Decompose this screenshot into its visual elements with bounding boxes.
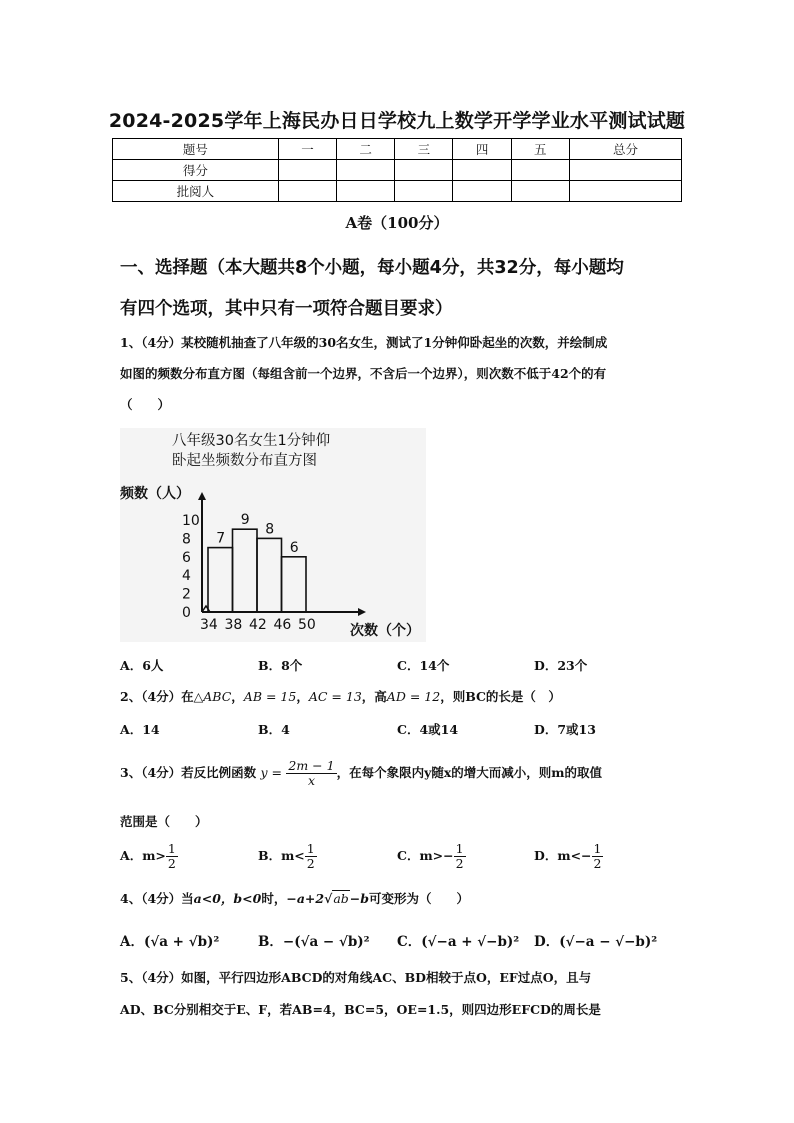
reviewer-row-label: 批阅人 [113, 181, 279, 202]
reviewer-cell [569, 181, 681, 202]
y-tick-label: 2 [182, 586, 191, 603]
q2-option-d[interactable]: D．7或13 [534, 722, 596, 737]
score-cell [453, 160, 511, 181]
score-header-cell: 题号 [113, 139, 279, 160]
q2-option-a[interactable]: A．14 [120, 722, 160, 737]
q2-suffix: ，则BC的长是（ ） [440, 689, 561, 704]
y-axis-arrow [198, 492, 206, 500]
q2-ac: AC = 13 [308, 689, 362, 704]
reviewer-cell [511, 181, 569, 202]
q4-option-b[interactable]: B．−(√a − √b)² [258, 934, 370, 950]
histogram-chart [120, 428, 426, 642]
q1-option-d[interactable]: D．23个 [534, 658, 588, 673]
bar-value-label: 8 [265, 521, 275, 538]
part1-heading-line2: 有四个选项，其中只有一项符合题目要求） [120, 299, 453, 319]
score-cell [511, 160, 569, 181]
histogram-bar [233, 529, 258, 612]
x-tick-label: 42 [249, 617, 267, 633]
q1-option-b[interactable]: B．8个 [258, 658, 303, 673]
q2-height-label: ，高 [361, 689, 387, 704]
score-header-cell: 五 [511, 139, 569, 160]
q4-expr-a: −a+2 [286, 891, 325, 906]
q4-option-a[interactable]: A．(√a + √b)² [120, 934, 220, 950]
q3-option-a[interactable]: A．m> $\frac{1}{2}$ [120, 841, 176, 871]
q3-line2: 范围是（ ） [120, 814, 208, 829]
q2-option-b[interactable]: B．4 [258, 722, 290, 737]
y-tick-label: 6 [182, 549, 191, 566]
q2-triangle: △ABC [193, 689, 232, 704]
y-tick-label: 4 [182, 568, 191, 585]
q2-prefix: 2、（4分）在 [120, 689, 194, 704]
q3-stem [120, 758, 685, 788]
q4-mid: 时， [261, 891, 287, 906]
q1-line2: 如图的频数分布直方图（每组含前一个边界，不含后一个边界），则次数不低于42个的有 [120, 366, 607, 381]
q1-line1: 1、（4分）某校随机抽查了八年级的30名女生，测试了1分钟仰卧起坐的次数，并绘制成 [120, 335, 608, 350]
part1-heading-line1: 一、选择题（本大题共8个小题，每小题4分，共32分，每小题均 [120, 258, 624, 278]
histogram-bar [282, 557, 307, 612]
chart-title-line2: 卧起坐频数分布直方图 [172, 453, 317, 469]
q3-function-y: y = [260, 765, 283, 780]
y-tick-label: 0 [182, 605, 191, 621]
histogram-bar [208, 548, 233, 612]
bar-value-label: 7 [216, 530, 226, 547]
score-cell [569, 160, 681, 181]
q2-ad: AD = 12 [386, 689, 441, 704]
q4-option-c[interactable]: C．(√−a + √−b)² [397, 934, 520, 950]
x-tick-label: 34 [200, 617, 218, 633]
q3-suffix: ，在每个象限内y随x的增大而减小，则m的取值 [336, 765, 603, 780]
score-header-cell: 四 [453, 139, 511, 160]
q2-ab: AB = 15 [243, 689, 297, 704]
q3-prefix: 3、（4分）若反比例函数 [120, 765, 257, 780]
q4-suffix: 可变形为（ ） [369, 891, 470, 906]
y-tick-label: 8 [182, 531, 191, 548]
q4-prefix: 4、（4分）当 [120, 891, 194, 906]
section-a-heading: A卷（100分） [345, 214, 449, 232]
reviewer-cell [337, 181, 395, 202]
q4-sqrt-ab: ab [333, 891, 349, 906]
bar-value-label: 6 [289, 539, 299, 556]
score-table [112, 138, 682, 202]
q3-option-b[interactable]: B．m< $\frac{1}{2}$ [258, 841, 315, 871]
score-header-cell: 三 [395, 139, 453, 160]
score-table-header-row [113, 139, 682, 160]
q3-option-c[interactable]: C．m>− $\frac{1}{2}$ [397, 841, 464, 871]
q4-condition: a<0，b<0 [193, 891, 262, 906]
q1-line3: （ ） [120, 397, 171, 412]
score-header-cell: 二 [337, 139, 395, 160]
q3-fraction [286, 759, 336, 788]
q4-option-d[interactable]: D．(√−a − √−b)² [534, 934, 658, 950]
q2-option-c[interactable]: C．4或14 [397, 722, 459, 737]
q5-line1: 5、（4分）如图，平行四边形ABCD的对角线AC、BD相较于点O，EF过点O，且与 [120, 970, 592, 985]
reviewer-row [113, 181, 682, 202]
q3-fraction-denominator: x [307, 773, 316, 788]
score-cell [395, 160, 453, 181]
score-cell [337, 160, 395, 181]
q4-stem: 4、（4分）当a<0，b<0时，−a+2√ab−b可变形为（ ） [120, 891, 470, 906]
chart-y-axis-label: 频数（人） [120, 486, 190, 502]
histogram-figure [120, 428, 426, 642]
score-cell [278, 160, 336, 181]
x-tick-label: 46 [273, 617, 292, 633]
x-tick-label: 50 [298, 617, 316, 633]
q5-line2: AD、BC分别相交于E、F，若AB=4，BC=5，OE=1.5，则四边形EFCD的周长是 [120, 1002, 601, 1017]
x-tick-label: 38 [224, 617, 243, 633]
score-header-cell: 一 [278, 139, 336, 160]
bar-value-label: 9 [240, 512, 250, 529]
chart-title-line1: 八年级30名女生1分钟仰 [172, 433, 331, 449]
exam-title: 2024-2025学年上海民办日日学校九上数学开学学业水平测试试题 [108, 110, 686, 132]
q1-option-a[interactable]: A．6人 [120, 658, 164, 673]
score-row-label: 得分 [113, 160, 279, 181]
q3-option-d[interactable]: D．m<− $\frac{1}{2}$ [534, 841, 602, 871]
q4-expr-b: −b [349, 891, 370, 906]
x-axis-arrow [358, 608, 366, 616]
reviewer-cell [278, 181, 336, 202]
q2-stem: 2、（4分）在△ABC，AB = 15，AC = 13，高AD = 12，则BC的长是（ ） [120, 689, 561, 704]
reviewer-cell [395, 181, 453, 202]
reviewer-cell [453, 181, 511, 202]
score-row [113, 160, 682, 181]
y-tick-label: 10 [182, 513, 200, 529]
q3-fraction-numerator: 2m − 1 [288, 758, 335, 773]
histogram-bar [257, 538, 282, 612]
score-header-cell: 总分 [569, 139, 681, 160]
chart-x-axis-label: 次数（个） [350, 623, 420, 639]
q1-option-c[interactable]: C．14个 [397, 658, 450, 673]
